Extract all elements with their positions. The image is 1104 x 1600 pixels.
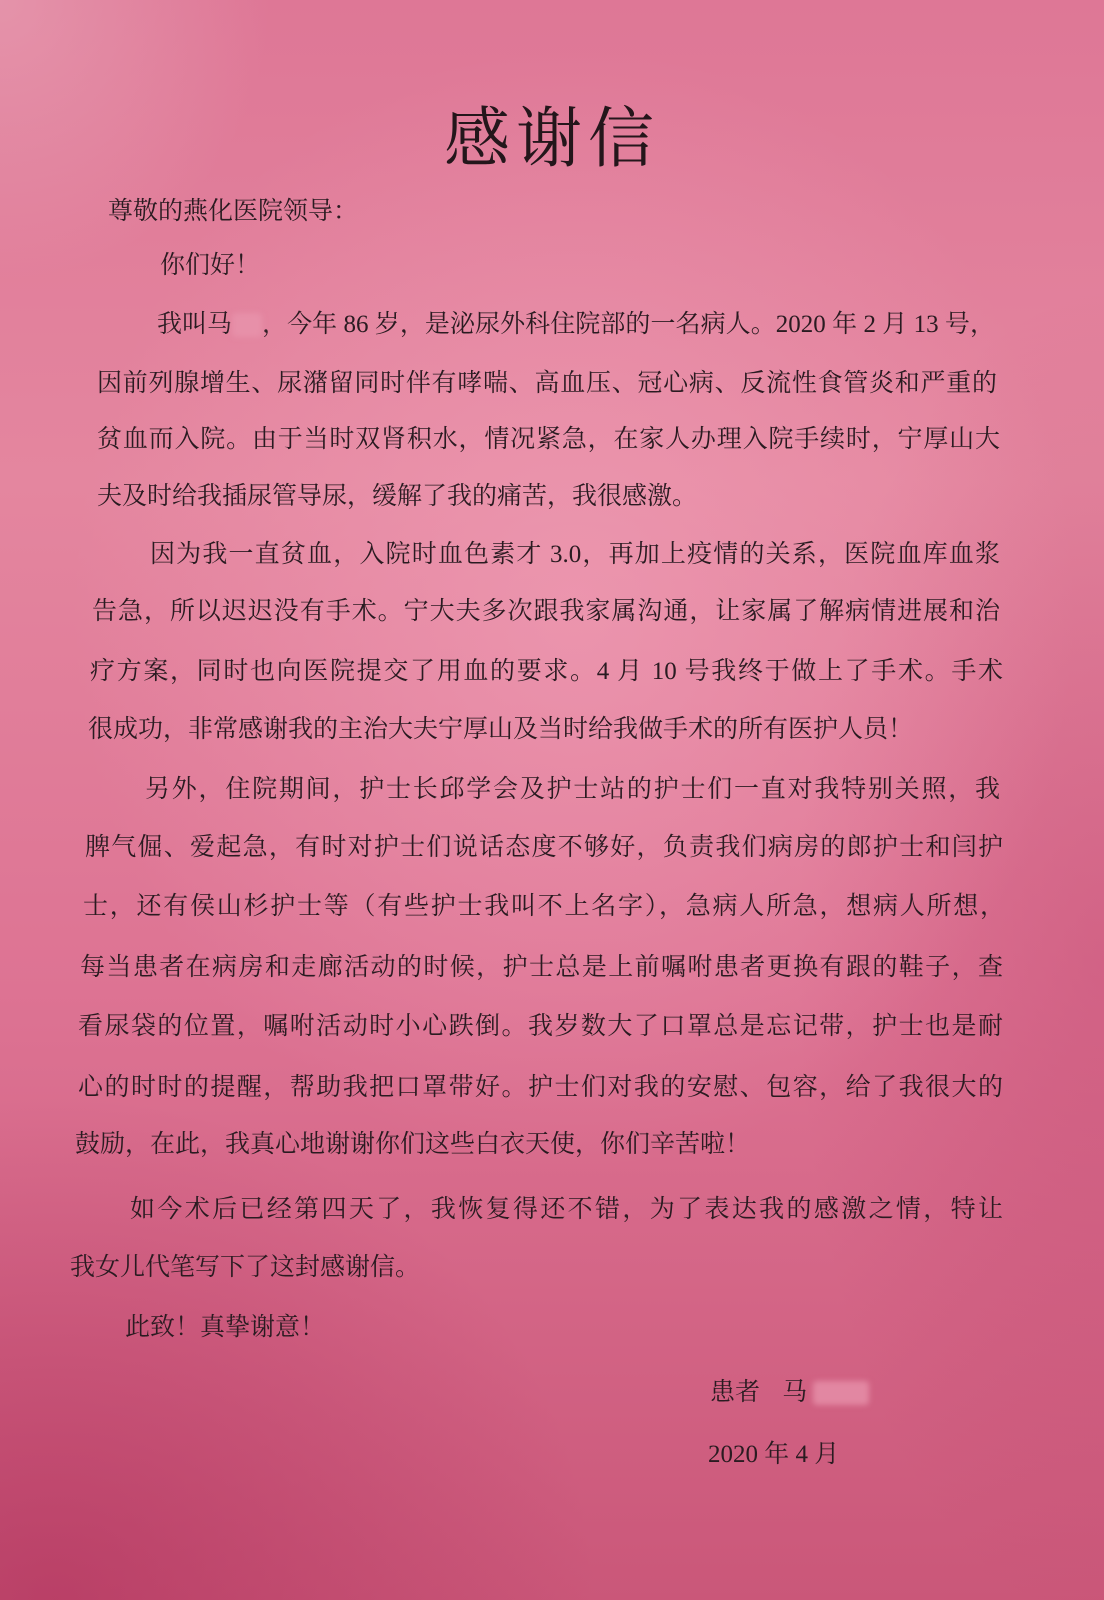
redacted-name bbox=[232, 313, 262, 337]
body-line: 脾气倔、爱起急，有时对护士们说话态度不够好，负责我们病房的郎护士和闫护 bbox=[85, 834, 1003, 861]
body-line: 很成功，非常感谢我的主治大夫宁厚山及当时给我做手术的所有医护人员！ bbox=[88, 716, 914, 743]
letter-title: 感谢信 bbox=[444, 103, 660, 176]
body-line: 告急，所以迟迟没有手术。宁大夫多次跟我家属沟通，让家属了解病情进展和治 bbox=[92, 598, 1000, 625]
body-line: 疗方案，同时也向医院提交了用血的要求。4 月 10 号我终于做上了手术。手术 bbox=[90, 658, 1003, 685]
body-line: 鼓励，在此，我真心地谢谢你们这些白衣天使，你们辛苦啦！ bbox=[75, 1131, 751, 1158]
salutation: 尊敬的燕化医院领导： bbox=[108, 198, 359, 225]
redacted-name bbox=[813, 1381, 869, 1405]
body-line: 如今术后已经第四天了，我恢复得还不错，为了表达我的感激之情，特让 bbox=[130, 1196, 1003, 1223]
closing: 此致！真挚谢意！ bbox=[125, 1314, 326, 1341]
body-line: 士，还有侯山杉护士等（有些护士我叫不上名字），急病人所急，想病人所想， bbox=[83, 893, 1005, 920]
body-line: 我女儿代笔写下了这封感谢信。 bbox=[70, 1254, 421, 1281]
body-line: 看尿袋的位置，嘱咐活动时小心跌倒。我岁数大了口罩总是忘记带，护士也是耐 bbox=[78, 1013, 1003, 1040]
body-line: 每当患者在病房和走廊活动的时候，护士总是上前嘱咐患者更换有跟的鞋子，查 bbox=[80, 954, 1003, 981]
body-line: 因前列腺增生、尿潴留同时伴有哮喘、高血压、冠心病、反流性食管炎和严重的 bbox=[97, 370, 997, 397]
body-line: 夫及时给我插尿管导尿，缓解了我的痛苦，我很感激。 bbox=[97, 483, 698, 510]
body-line: 因为我一直贫血，入院时血色素才 3.0，再加上疫情的关系，医院血库血浆 bbox=[150, 541, 1000, 568]
body-line bbox=[157, 309, 995, 341]
signature-text: 患者 马 bbox=[710, 1379, 808, 1406]
body-line: 贫血而入院。由于当时双肾积水，情况紧急，在家人办理入院手续时，宁厚山大 bbox=[97, 426, 1000, 453]
letter-date: 2020 年 4 月 bbox=[708, 1441, 840, 1468]
greeting: 你们好！ bbox=[160, 252, 261, 279]
signature bbox=[710, 1377, 869, 1409]
body-line: 心的时时的提醒，帮助我把口罩带好。护士们对我的安慰、包容，给了我很大的 bbox=[78, 1074, 1003, 1101]
body-line-text: ，今年 86 岁，是泌尿外科住院部的一名病人。2020 年 2 月 13 号， bbox=[262, 311, 995, 338]
body-line: 另外，住院期间，护士长邱学会及护士站的护士们一直对我特别关照，我 bbox=[145, 776, 1000, 803]
name-prefix: 我叫马 bbox=[157, 311, 233, 338]
